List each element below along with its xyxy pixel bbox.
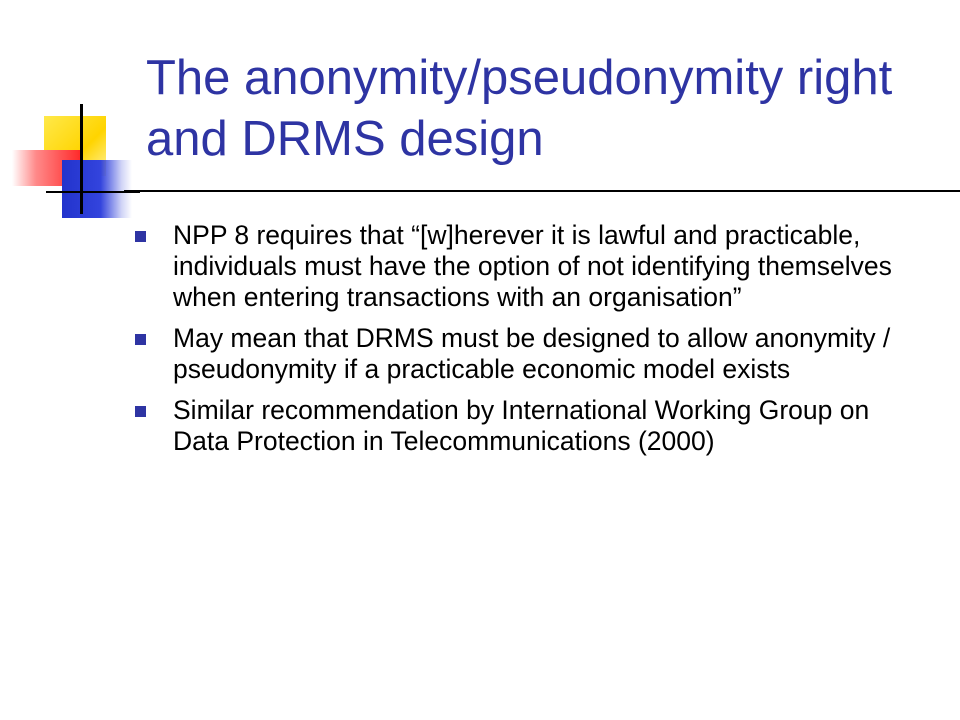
bullet-item	[135, 395, 895, 457]
logo-vertical-line	[80, 104, 83, 214]
square-bullet-icon	[135, 231, 146, 242]
decorative-logo	[0, 0, 140, 230]
square-bullet-icon	[135, 334, 146, 345]
bullet-text: NPP 8 requires that “[w]herever it is lawful and practicable, individuals must have the option of not identifying themselves when entering transactions with an organisation”	[173, 220, 892, 312]
bullet-item	[135, 220, 895, 313]
slide-title: The anonymity/pseudonymity right and DRMS design	[146, 51, 893, 166]
bullet-text: May mean that DRMS must be designed to allow anonymity / pseudonymity if a practicable economic model exists	[173, 323, 891, 384]
title-divider	[124, 190, 960, 192]
bullet-text: Similar recommendation by International Working Group on Data Protection in Telecommunications (2000)	[173, 395, 870, 456]
bullet-item	[135, 323, 895, 385]
logo-blue-square	[62, 160, 132, 218]
bullet-list	[135, 220, 895, 467]
square-bullet-icon	[135, 406, 146, 417]
